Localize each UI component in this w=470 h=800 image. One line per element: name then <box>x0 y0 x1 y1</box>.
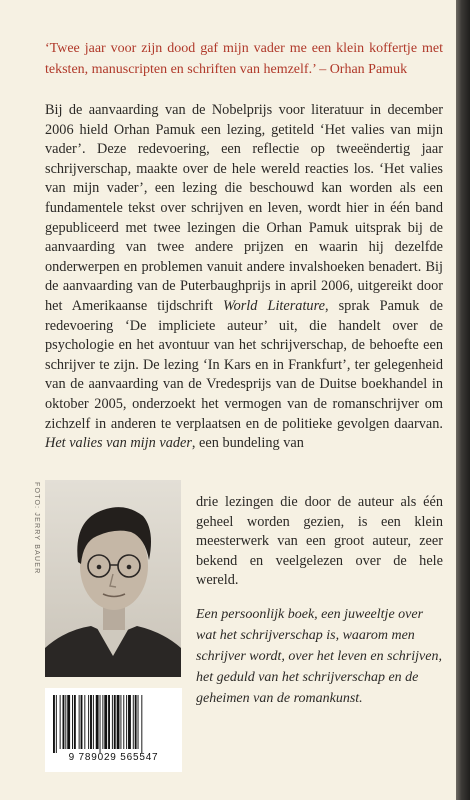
blurb-continuation: drie lezingen die door de auteur als één geheel worden gezien, is een klein meesterwerk van een groot auteur, zeer bekend en veelgelezen over de hele wereld. <box>196 494 443 589</box>
pull-quote: ‘Twee jaar voor zijn dood gaf mijn vader me een klein koffertje met teksten, manuscripten en schriften van hemzelf.’ – Orhan Pamuk <box>45 41 443 77</box>
isbn-barcode <box>45 688 182 772</box>
barcode-bar <box>100 695 101 753</box>
barcode-bar <box>65 695 66 749</box>
barcode-bar <box>90 695 92 749</box>
barcode-bar <box>141 695 142 753</box>
barcode-bar <box>67 695 70 749</box>
barcode-bar <box>138 695 139 749</box>
blurb-part-2: , sprak Pamuk de redevoering ‘De impliciete auteur’ uit, die handelt over de psychologie en het avontuur van het schrijverschap, de behoefte een schrijver te zijn. De lezing ‘In Kars en in Frankfurt’, ter gelegenheid van de aanvaarding van de Vredesprijs van de Duitse boekhandel in oktober 2005, onderzoekt het vermogen van de romanschrijver om zichzelf in anderen te verplaatsen en de politieke gevolgen daarvan. <box>45 297 443 432</box>
barcode-bar <box>128 695 131 749</box>
book-spine-edge <box>456 0 470 800</box>
barcode-bar <box>74 695 76 749</box>
barcode-bar <box>56 695 57 753</box>
barcode-bar <box>96 695 99 749</box>
barcode-bar <box>79 695 80 749</box>
barcode-bar <box>102 695 103 749</box>
barcode-bar <box>126 695 127 749</box>
barcode-bar <box>72 695 73 749</box>
journal-title: World Literature <box>222 297 325 314</box>
blurb-paragraph <box>45 101 443 454</box>
barcode-bar <box>120 695 121 749</box>
book-title: Het valies van mijn vader <box>45 435 192 452</box>
barcode-bar <box>133 695 134 749</box>
barcode-bar <box>53 695 55 753</box>
barcode-bar <box>104 695 107 749</box>
blurb-part-3: , een bundeling van <box>191 435 304 452</box>
barcode-bar <box>88 695 89 749</box>
barcode-bar <box>63 695 65 749</box>
blurb-part-1: Bij de aanvaarding van de Nobelprijs voor literatuur in december 2006 hield Orhan Pamuk een lezing, getiteld ‘Het valies van mijn vader’. Deze redevoering, een reflectie op tweeëndertig jaar schrijverschap, maakte over de hele wereld reacties los. ‘Het valies van mijn vader’, een lezing die beschouwd kan worden als een fundamentele tekst over schrijven en leven, wordt hier in één band gepubliceerd met twee lezingen die Orhan Pamuk uitsprak bij de aanvaarding van twee andere prijzen en waarin hij dezelfde onderwerpen en problemen vanuit andere invalshoeken benadert. Bij de aanvaarding van de Puterbaughprijs in april 2006, uitgereikt door het Amerikaanse tijdschrift <box>45 102 443 314</box>
photo-credit: FOTO: JERRY BAUER <box>33 482 40 575</box>
barcode-bar <box>93 695 94 749</box>
barcode-bars <box>53 695 174 753</box>
barcode-bar <box>84 695 85 749</box>
barcode-bar <box>112 695 113 749</box>
barcode-bar <box>123 695 124 749</box>
barcode-bar <box>81 695 83 749</box>
closing-statement: Een persoonlijk boek, een juweeltje over wat het schrijverschap is, waarom men schrijver wordt, over het leven en schrijven, het geduld van het schrijverschap en de geheimen van de romankunst. <box>196 607 442 706</box>
author-photo <box>45 480 181 677</box>
isbn-number: 9 789029 565547 <box>68 752 159 763</box>
barcode-bar <box>135 695 137 749</box>
barcode-bar <box>60 695 61 749</box>
barcode-bar <box>117 695 120 749</box>
barcode-bar <box>108 695 110 749</box>
barcode-bar <box>114 695 116 749</box>
